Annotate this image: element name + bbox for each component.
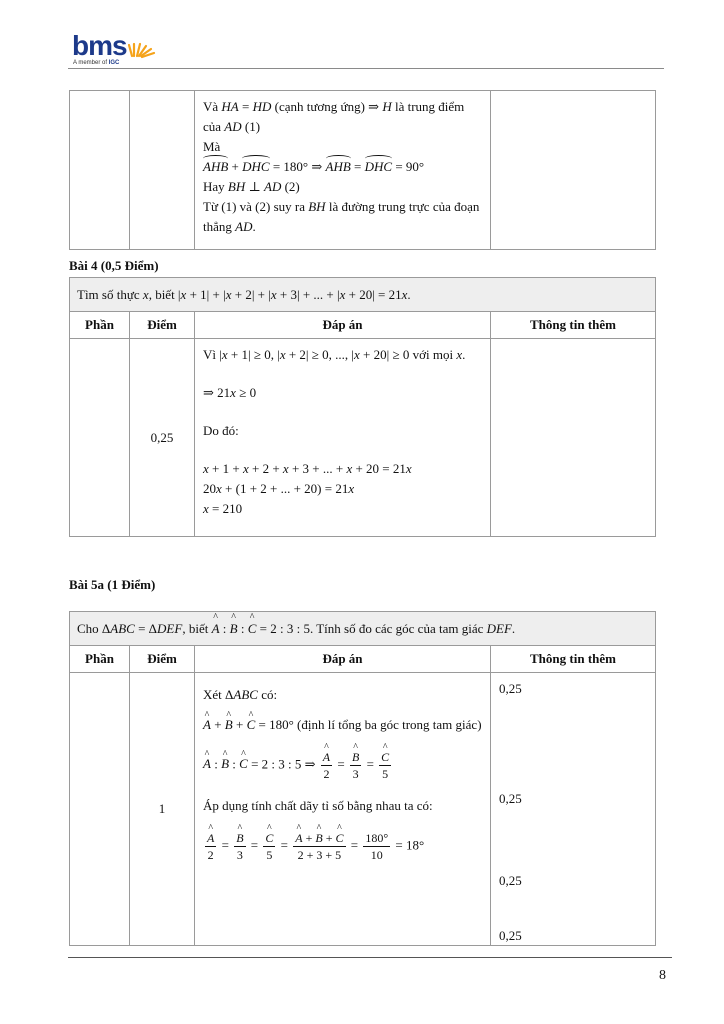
answer-line: x + 1 + x + 2 + x + 3 + ... + x + 20 = 21x — [203, 461, 412, 476]
header-answer: Đáp án — [195, 312, 491, 339]
extra-points: 0,25 — [499, 928, 522, 943]
extra-points: 0,25 — [499, 873, 522, 888]
bms-logo — [70, 30, 170, 70]
logo-text: bms — [72, 30, 127, 61]
bai4-table — [69, 277, 656, 537]
answer-line: Và HA = HD (cạnh tương ứng) ⇒ H là trung điểm của AD (1) — [203, 99, 465, 134]
extra-points: 0,25 — [499, 791, 522, 806]
extra-points: 0,25 — [499, 681, 522, 696]
header-part: Phần — [70, 646, 130, 673]
answer-line: AHB + DHC = 180° ⇒ AHB = DHC = 90° — [203, 157, 482, 177]
header-part: Phần — [70, 312, 130, 339]
answer-line: ^ $\frac{A}{2}$ = ^ $\frac{B}{3}$ = ^ $\frac{C}{5}$ = ^ $\frac{A + \^{} B + \^{} C}{2 + 3 + 5}$ = $\frac{180^\circ}{10}$ = 18° — [203, 830, 482, 863]
answer-line: Vì |x + 1| ≥ 0, |x + 2| ≥ 0, ..., |x + 20| ≥ 0 với mọi x. — [203, 347, 466, 362]
sun-rays-icon — [128, 30, 162, 60]
answer-line: ^ A : ^ B : ^ C = 2 : 3 : 5 ⇒ ^ $\frac{A}{2}$ = ^ $\frac{B}{3}$ = ^ $\frac{C}{5}$ — [203, 749, 482, 782]
problem-prompt: Tìm số thực x, biết |x + 1| + |x + 2| + |x + 3| + ... + |x + 20| = 21x. — [70, 278, 656, 312]
footer-divider — [68, 957, 672, 958]
header-score: Điểm — [130, 312, 195, 339]
bai3-continuation-table — [69, 90, 656, 250]
logo-subtitle: A member of IGC — [73, 60, 120, 66]
score-value: 0,25 — [130, 339, 195, 537]
problem-prompt: Cho ΔABC = ΔDEF, biết ^ A : ^ B : ^ C = 2 : 3 : 5. Tính số đo các góc của tam giác DEF. — [70, 612, 656, 646]
header-divider — [68, 68, 664, 69]
section-title: Bài 5a (1 Điểm) — [69, 577, 156, 592]
answer-cell — [195, 673, 491, 946]
header-answer: Đáp án — [195, 646, 491, 673]
section-title: Bài 4 (0,5 Điểm) — [69, 258, 159, 273]
answer-line: ⇒ 21x ≥ 0 — [203, 385, 257, 400]
page-number: 8 — [659, 968, 666, 983]
answer-line: Do đó: — [203, 423, 239, 438]
score-value: 1 — [130, 673, 195, 946]
extra-info-cell — [491, 673, 656, 946]
answer-line: Từ (1) và (2) suy ra BH là đường trung trực của đoạn thẳng AD. — [203, 199, 480, 234]
answer-line: 20x + (1 + 2 + ... + 20) = 21x — [203, 481, 355, 496]
bai5a-table — [69, 611, 656, 946]
answer-line: Mà — [203, 139, 221, 154]
answer-line: Áp dụng tính chất dãy tỉ số bằng nhau ta có: — [203, 798, 433, 813]
answer-cell — [195, 91, 491, 250]
answer-line: x = 210 — [203, 501, 243, 516]
header-extra: Thông tin thêm — [491, 646, 656, 673]
answer-line: Hay BH ⊥ AD (2) — [203, 179, 300, 194]
answer-cell — [195, 339, 491, 537]
header-score: Điểm — [130, 646, 195, 673]
answer-line: Xét ΔABC có: — [203, 687, 278, 702]
header-extra: Thông tin thêm — [491, 312, 656, 339]
answer-line: ^ A + ^ B + ^ C = 180° (định lí tổng ba góc trong tam giác) — [203, 715, 482, 735]
